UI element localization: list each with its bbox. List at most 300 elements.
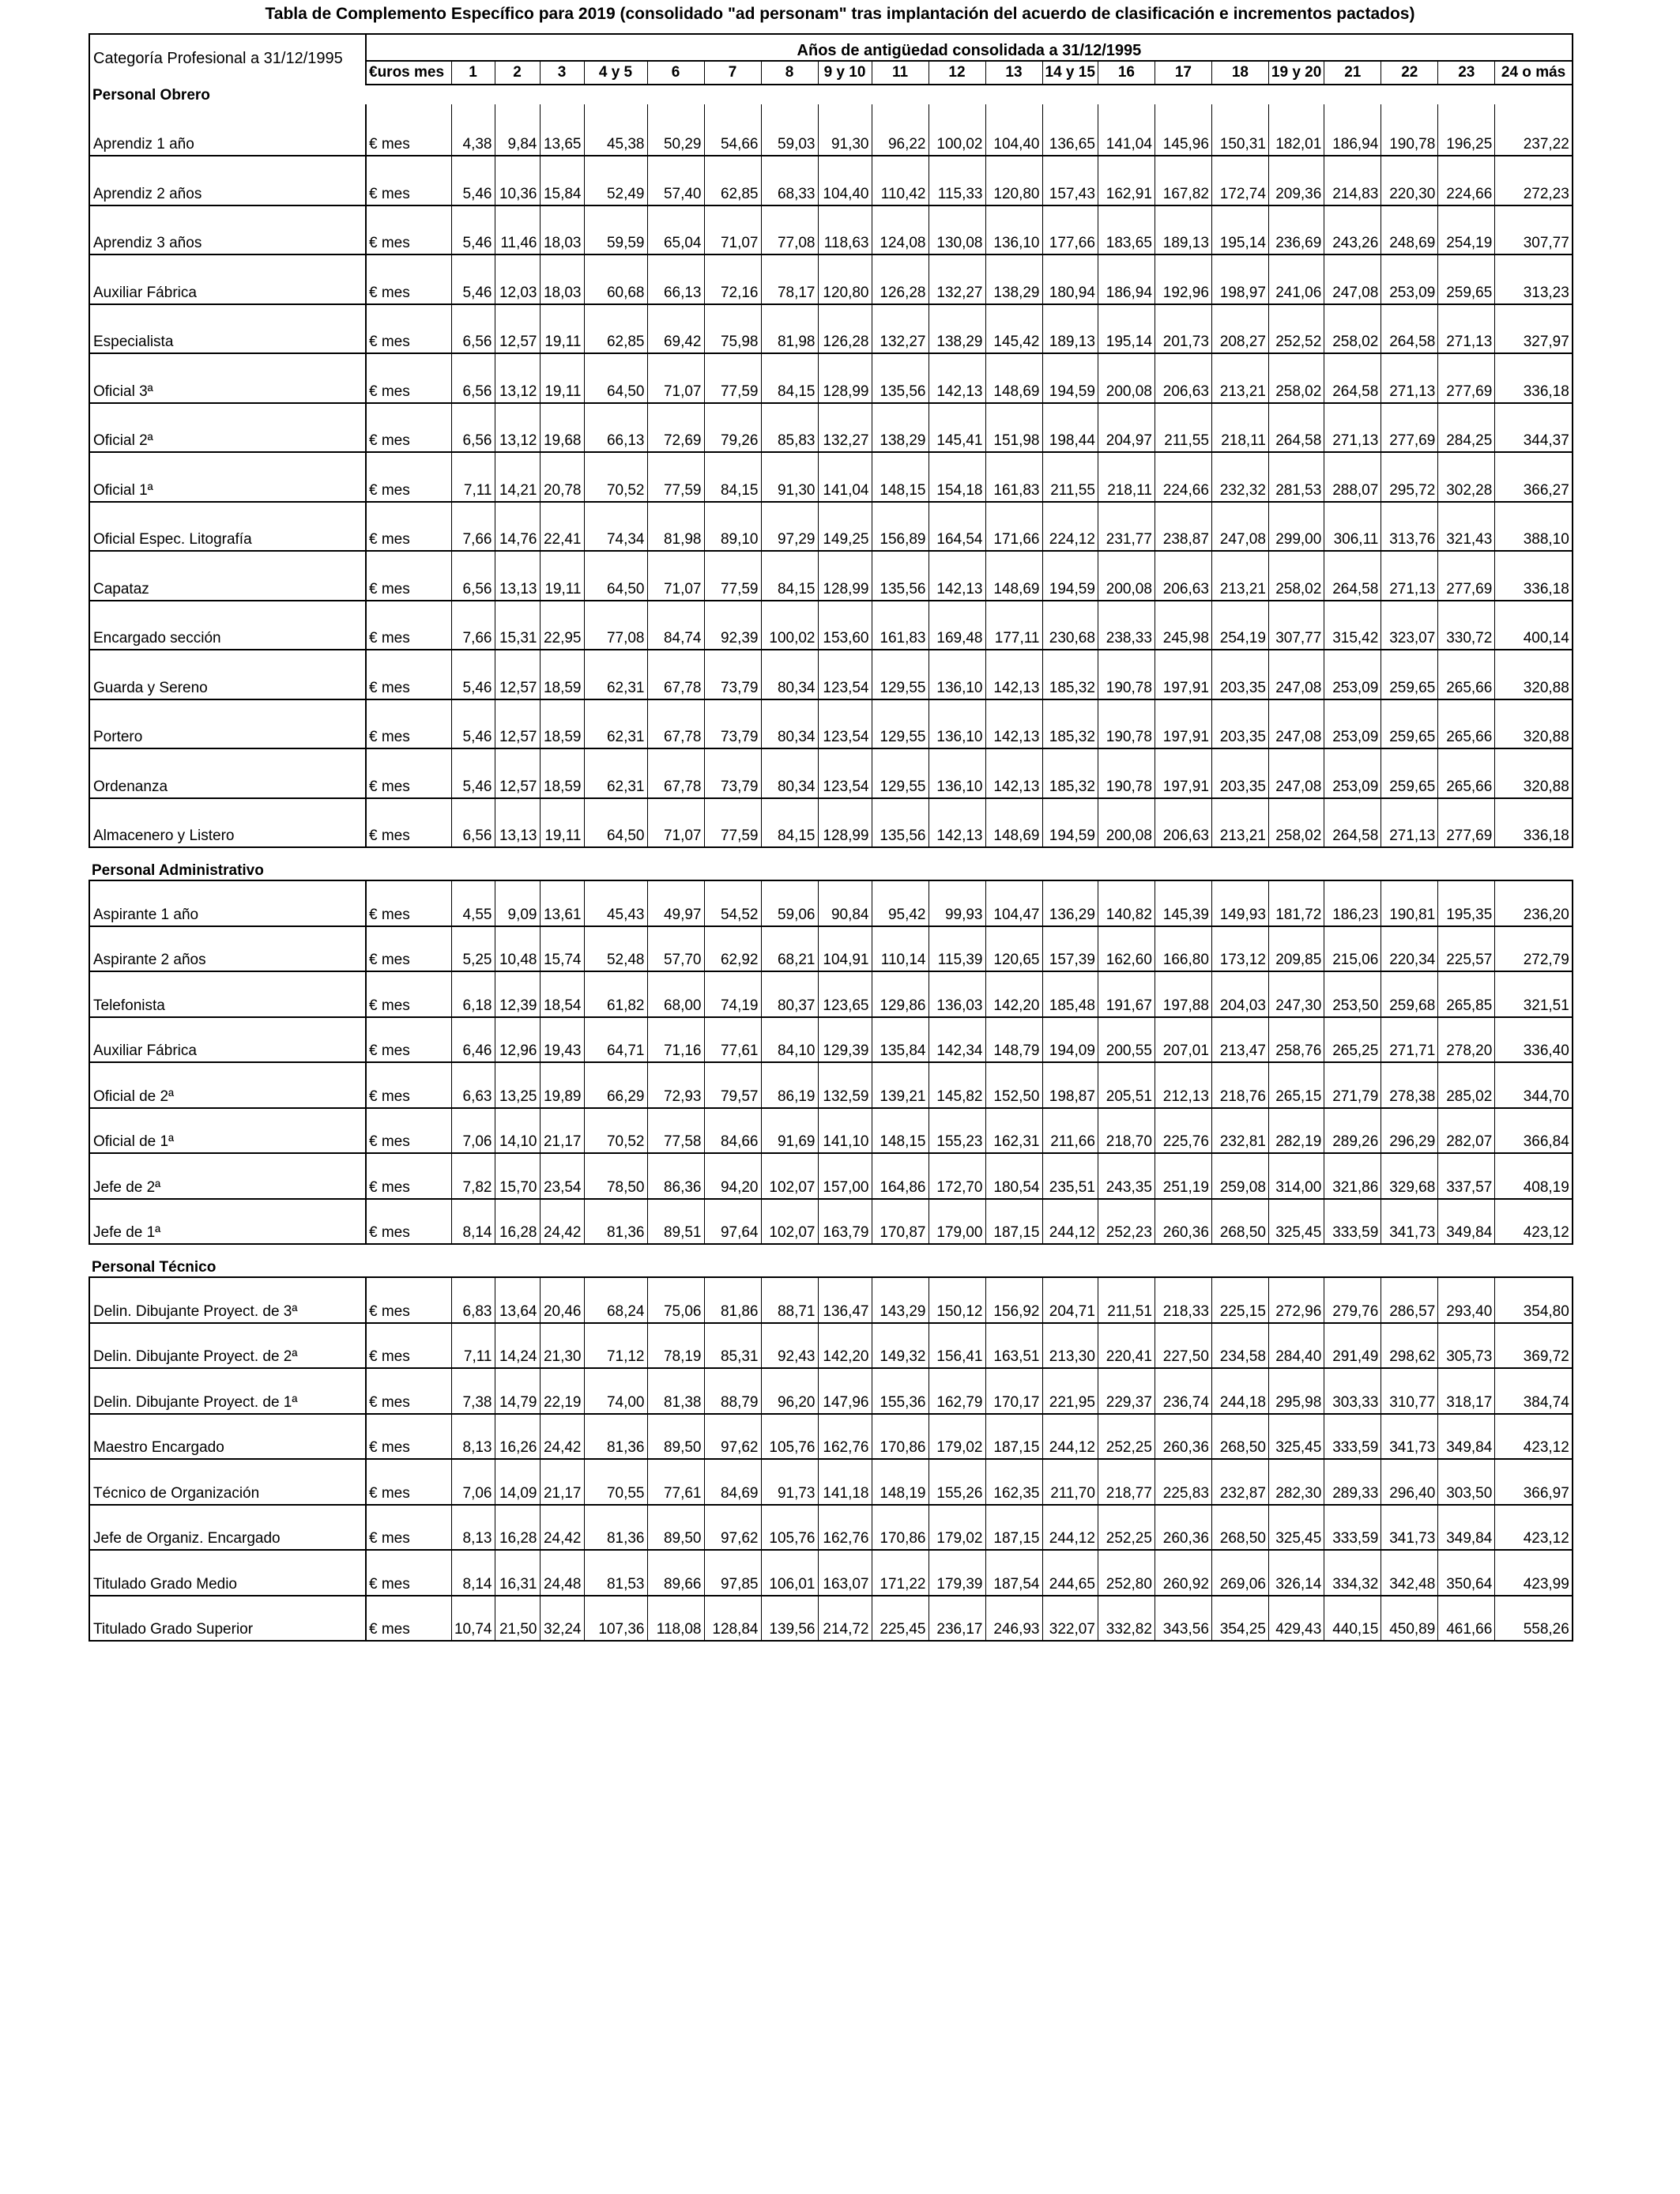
value-cell: 218,70: [1098, 1108, 1155, 1154]
value-cell: 85,31: [704, 1323, 761, 1369]
category-cell: Aprendiz 2 años: [89, 156, 366, 205]
value-cell: 164,54: [929, 502, 985, 552]
value-cell: 100,02: [761, 601, 818, 650]
value-cell: 349,84: [1438, 1414, 1495, 1460]
value-cell: 344,37: [1495, 403, 1573, 453]
value-cell: 152,50: [985, 1062, 1042, 1108]
value-cell: 166,80: [1155, 926, 1211, 972]
value-cell: 298,62: [1381, 1323, 1438, 1369]
value-cell: 201,73: [1155, 304, 1211, 354]
value-cell: 236,74: [1155, 1368, 1211, 1414]
value-cell: 145,39: [1155, 880, 1211, 926]
value-cell: 78,17: [761, 254, 818, 304]
years-column-header: 4 y 5: [584, 61, 647, 85]
value-cell: 77,59: [704, 798, 761, 848]
value-cell: 336,18: [1495, 551, 1573, 601]
value-cell: 423,12: [1495, 1199, 1573, 1245]
value-cell: 62,85: [704, 156, 761, 205]
unit-cell: € mes: [366, 403, 451, 453]
value-cell: 289,26: [1324, 1108, 1381, 1154]
value-cell: 21,17: [540, 1108, 584, 1154]
years-column-header: 3: [540, 61, 584, 85]
value-cell: 162,91: [1098, 156, 1155, 205]
table-row: [89, 205, 1573, 255]
value-cell: 145,96: [1155, 104, 1211, 156]
value-cell: 15,74: [540, 926, 584, 972]
value-cell: 341,73: [1381, 1199, 1438, 1245]
value-cell: 81,36: [584, 1414, 647, 1460]
value-cell: 277,69: [1438, 353, 1495, 403]
value-cell: 129,55: [872, 699, 929, 749]
value-cell: 14,10: [495, 1108, 540, 1154]
category-cell: Oficial 1ª: [89, 452, 366, 502]
value-cell: 167,82: [1155, 156, 1211, 205]
value-cell: 14,09: [495, 1459, 540, 1505]
value-cell: 388,10: [1495, 502, 1573, 552]
value-cell: 284,40: [1268, 1323, 1324, 1369]
value-cell: 143,29: [872, 1277, 929, 1323]
value-cell: 246,93: [985, 1596, 1042, 1642]
value-cell: 211,55: [1042, 452, 1098, 502]
value-cell: 247,30: [1268, 971, 1324, 1017]
value-cell: 18,59: [540, 748, 584, 798]
value-cell: 128,99: [818, 798, 872, 848]
value-cell: 52,49: [584, 156, 647, 205]
category-cell: Titulado Grado Superior: [89, 1596, 366, 1642]
value-cell: 185,48: [1042, 971, 1098, 1017]
value-cell: 213,21: [1211, 551, 1268, 601]
value-cell: 221,95: [1042, 1368, 1098, 1414]
value-cell: 321,51: [1495, 971, 1573, 1017]
value-cell: 13,64: [495, 1277, 540, 1323]
unit-cell: € mes: [366, 205, 451, 255]
value-cell: 172,74: [1211, 156, 1268, 205]
value-cell: 78,19: [647, 1323, 704, 1369]
value-cell: 18,59: [540, 650, 584, 699]
value-cell: 269,06: [1211, 1550, 1268, 1596]
value-cell: 343,56: [1155, 1596, 1211, 1642]
unit-cell: € mes: [366, 502, 451, 552]
value-cell: 260,36: [1155, 1199, 1211, 1245]
value-cell: 88,79: [704, 1368, 761, 1414]
value-cell: 197,91: [1155, 748, 1211, 798]
value-cell: 62,85: [584, 304, 647, 354]
value-cell: 14,24: [495, 1323, 540, 1369]
value-cell: 207,01: [1155, 1017, 1211, 1063]
value-cell: 129,86: [872, 971, 929, 1017]
value-cell: 191,67: [1098, 971, 1155, 1017]
value-cell: 136,47: [818, 1277, 872, 1323]
value-cell: 16,28: [495, 1505, 540, 1551]
value-cell: 333,59: [1324, 1505, 1381, 1551]
value-cell: 81,38: [647, 1368, 704, 1414]
value-cell: 369,72: [1495, 1323, 1573, 1369]
value-cell: 265,66: [1438, 650, 1495, 699]
value-cell: 252,52: [1268, 304, 1324, 354]
value-cell: 291,49: [1324, 1323, 1381, 1369]
value-cell: 259,65: [1438, 254, 1495, 304]
years-column-header: 16: [1098, 61, 1155, 85]
value-cell: 320,88: [1495, 748, 1573, 798]
value-cell: 21,30: [540, 1323, 584, 1369]
value-cell: 313,23: [1495, 254, 1573, 304]
value-cell: 179,00: [929, 1199, 985, 1245]
value-cell: 244,65: [1042, 1550, 1098, 1596]
value-cell: 354,80: [1495, 1277, 1573, 1323]
value-cell: 19,43: [540, 1017, 584, 1063]
unit-column-header: €uros mes: [366, 61, 451, 85]
value-cell: 22,95: [540, 601, 584, 650]
unit-cell: € mes: [366, 1323, 451, 1369]
value-cell: 260,36: [1155, 1414, 1211, 1460]
value-cell: 24,42: [540, 1199, 584, 1245]
value-cell: 91,73: [761, 1459, 818, 1505]
value-cell: 10,74: [451, 1596, 495, 1642]
value-cell: 97,29: [761, 502, 818, 552]
value-cell: 224,66: [1438, 156, 1495, 205]
value-cell: 66,13: [584, 403, 647, 453]
value-cell: 209,85: [1268, 926, 1324, 972]
value-cell: 74,19: [704, 971, 761, 1017]
value-cell: 104,47: [985, 880, 1042, 926]
value-cell: 162,76: [818, 1505, 872, 1551]
value-cell: 71,07: [647, 798, 704, 848]
value-cell: 70,52: [584, 452, 647, 502]
value-cell: 286,57: [1381, 1277, 1438, 1323]
value-cell: 238,87: [1155, 502, 1211, 552]
value-cell: 244,18: [1211, 1368, 1268, 1414]
value-cell: 77,08: [761, 205, 818, 255]
unit-cell: € mes: [366, 650, 451, 699]
value-cell: 89,10: [704, 502, 761, 552]
value-cell: 22,19: [540, 1368, 584, 1414]
value-cell: 14,76: [495, 502, 540, 552]
value-cell: 104,91: [818, 926, 872, 972]
value-cell: 185,32: [1042, 699, 1098, 749]
value-cell: 265,25: [1324, 1017, 1381, 1063]
value-cell: 271,13: [1381, 798, 1438, 848]
value-cell: 307,77: [1495, 205, 1573, 255]
value-cell: 73,79: [704, 699, 761, 749]
value-cell: 198,44: [1042, 403, 1098, 453]
value-cell: 91,30: [818, 104, 872, 156]
value-cell: 177,66: [1042, 205, 1098, 255]
table-row: [89, 926, 1573, 972]
value-cell: 148,15: [872, 452, 929, 502]
value-cell: 19,11: [540, 353, 584, 403]
value-cell: 325,45: [1268, 1199, 1324, 1245]
value-cell: 67,78: [647, 699, 704, 749]
value-cell: 89,50: [647, 1505, 704, 1551]
value-cell: 260,36: [1155, 1505, 1211, 1551]
value-cell: 279,76: [1324, 1277, 1381, 1323]
salary-table: [89, 33, 1573, 1642]
value-cell: 89,66: [647, 1550, 704, 1596]
value-cell: 85,83: [761, 403, 818, 453]
years-column-header: 19 y 20: [1268, 61, 1324, 85]
unit-cell: € mes: [366, 1062, 451, 1108]
value-cell: 224,66: [1155, 452, 1211, 502]
value-cell: 265,66: [1438, 748, 1495, 798]
value-cell: 277,69: [1438, 551, 1495, 601]
category-cell: Jefe de 2ª: [89, 1153, 366, 1199]
value-cell: 220,41: [1098, 1323, 1155, 1369]
value-cell: 77,61: [704, 1017, 761, 1063]
value-cell: 70,52: [584, 1108, 647, 1154]
unit-cell: € mes: [366, 798, 451, 848]
value-cell: 194,59: [1042, 551, 1098, 601]
value-cell: 186,94: [1098, 254, 1155, 304]
value-cell: 194,59: [1042, 798, 1098, 848]
value-cell: 115,33: [929, 156, 985, 205]
value-cell: 12,57: [495, 748, 540, 798]
years-column-header: 9 y 10: [818, 61, 872, 85]
value-cell: 179,02: [929, 1414, 985, 1460]
value-cell: 11,46: [495, 205, 540, 255]
value-cell: 104,40: [985, 104, 1042, 156]
years-column-header: 1: [451, 61, 495, 85]
value-cell: 251,19: [1155, 1153, 1211, 1199]
value-cell: 349,84: [1438, 1199, 1495, 1245]
value-cell: 7,38: [451, 1368, 495, 1414]
value-cell: 8,13: [451, 1505, 495, 1551]
value-cell: 259,08: [1211, 1153, 1268, 1199]
value-cell: 84,74: [647, 601, 704, 650]
value-cell: 320,88: [1495, 699, 1573, 749]
value-cell: 149,25: [818, 502, 872, 552]
value-cell: 190,78: [1098, 650, 1155, 699]
value-cell: 142,13: [985, 650, 1042, 699]
value-cell: 67,78: [647, 748, 704, 798]
category-cell: Aspirante 1 año: [89, 880, 366, 926]
table-row: [89, 304, 1573, 354]
value-cell: 157,00: [818, 1153, 872, 1199]
value-cell: 218,76: [1211, 1062, 1268, 1108]
value-cell: 238,33: [1098, 601, 1155, 650]
value-cell: 253,09: [1381, 254, 1438, 304]
value-cell: 278,38: [1381, 1062, 1438, 1108]
years-column-header: 6: [647, 61, 704, 85]
value-cell: 218,77: [1098, 1459, 1155, 1505]
value-cell: 155,23: [929, 1108, 985, 1154]
value-cell: 102,07: [761, 1153, 818, 1199]
value-cell: 138,29: [985, 254, 1042, 304]
table-row: [89, 650, 1573, 699]
value-cell: 162,60: [1098, 926, 1155, 972]
value-cell: 123,54: [818, 748, 872, 798]
value-cell: 218,11: [1211, 403, 1268, 453]
value-cell: 181,72: [1268, 880, 1324, 926]
value-cell: 68,00: [647, 971, 704, 1017]
years-column-header: 24 o más: [1495, 61, 1573, 85]
value-cell: 185,32: [1042, 748, 1098, 798]
category-cell: Oficial de 2ª: [89, 1062, 366, 1108]
table-row: [89, 1459, 1573, 1505]
value-cell: 212,13: [1155, 1062, 1211, 1108]
value-cell: 132,59: [818, 1062, 872, 1108]
value-cell: 59,03: [761, 104, 818, 156]
value-cell: 213,21: [1211, 353, 1268, 403]
value-cell: 333,59: [1324, 1199, 1381, 1245]
category-cell: Aspirante 2 años: [89, 926, 366, 972]
value-cell: 203,35: [1211, 699, 1268, 749]
value-cell: 264,58: [1324, 551, 1381, 601]
years-column-header: 11: [872, 61, 929, 85]
value-cell: 232,87: [1211, 1459, 1268, 1505]
unit-cell: € mes: [366, 1153, 451, 1199]
value-cell: 271,79: [1324, 1062, 1381, 1108]
value-cell: 135,56: [872, 798, 929, 848]
table-row: [89, 1017, 1573, 1063]
table-row: [89, 601, 1573, 650]
value-cell: 7,06: [451, 1108, 495, 1154]
category-header-label: Categoría Profesional a 31/12/1995: [89, 34, 366, 85]
value-cell: 81,36: [584, 1505, 647, 1551]
value-cell: 141,18: [818, 1459, 872, 1505]
category-cell: Maestro Encargado: [89, 1414, 366, 1460]
value-cell: 265,66: [1438, 699, 1495, 749]
value-cell: 182,01: [1268, 104, 1324, 156]
value-cell: 225,76: [1155, 1108, 1211, 1154]
value-cell: 318,17: [1438, 1368, 1495, 1414]
value-cell: 295,72: [1381, 452, 1438, 502]
value-cell: 321,86: [1324, 1153, 1381, 1199]
value-cell: 149,93: [1211, 880, 1268, 926]
value-cell: 187,15: [985, 1505, 1042, 1551]
value-cell: 80,34: [761, 748, 818, 798]
category-cell: Auxiliar Fábrica: [89, 1017, 366, 1063]
value-cell: 59,59: [584, 205, 647, 255]
value-cell: 220,30: [1381, 156, 1438, 205]
value-cell: 179,02: [929, 1505, 985, 1551]
value-cell: 213,47: [1211, 1017, 1268, 1063]
value-cell: 232,32: [1211, 452, 1268, 502]
value-cell: 6,56: [451, 304, 495, 354]
value-cell: 325,45: [1268, 1414, 1324, 1460]
value-cell: 145,41: [929, 403, 985, 453]
value-cell: 142,13: [929, 798, 985, 848]
value-cell: 225,83: [1155, 1459, 1211, 1505]
years-column-header: 17: [1155, 61, 1211, 85]
value-cell: 123,54: [818, 650, 872, 699]
value-cell: 197,88: [1155, 971, 1211, 1017]
value-cell: 21,50: [495, 1596, 540, 1642]
value-cell: 64,71: [584, 1017, 647, 1063]
value-cell: 74,00: [584, 1368, 647, 1414]
value-cell: 13,12: [495, 353, 540, 403]
category-cell: Delin. Dibujante Proyect. de 2ª: [89, 1323, 366, 1369]
category-cell: Aprendiz 3 años: [89, 205, 366, 255]
value-cell: 264,58: [1324, 353, 1381, 403]
value-cell: 282,30: [1268, 1459, 1324, 1505]
value-cell: 129,39: [818, 1017, 872, 1063]
category-cell: Guarda y Sereno: [89, 650, 366, 699]
value-cell: 244,12: [1042, 1414, 1098, 1460]
value-cell: 196,25: [1438, 104, 1495, 156]
value-cell: 236,20: [1495, 880, 1573, 926]
value-cell: 13,25: [495, 1062, 540, 1108]
value-cell: 50,29: [647, 104, 704, 156]
years-column-header: 8: [761, 61, 818, 85]
value-cell: 170,17: [985, 1368, 1042, 1414]
value-cell: 139,56: [761, 1596, 818, 1642]
value-cell: 329,68: [1381, 1153, 1438, 1199]
value-cell: 187,54: [985, 1550, 1042, 1596]
value-cell: 84,15: [704, 452, 761, 502]
value-cell: 220,34: [1381, 926, 1438, 972]
years-column-header: 13: [985, 61, 1042, 85]
value-cell: 197,91: [1155, 699, 1211, 749]
value-cell: 71,12: [584, 1323, 647, 1369]
value-cell: 200,08: [1098, 798, 1155, 848]
table-row: [89, 1505, 1573, 1551]
value-cell: 248,69: [1381, 205, 1438, 255]
value-cell: 194,09: [1042, 1017, 1098, 1063]
value-cell: 229,37: [1098, 1368, 1155, 1414]
value-cell: 97,85: [704, 1550, 761, 1596]
value-cell: 268,50: [1211, 1505, 1268, 1551]
value-cell: 19,11: [540, 304, 584, 354]
value-cell: 150,31: [1211, 104, 1268, 156]
value-cell: 6,46: [451, 1017, 495, 1063]
table-row: [89, 104, 1573, 156]
table-row: [89, 699, 1573, 749]
value-cell: 62,31: [584, 748, 647, 798]
value-cell: 89,51: [647, 1199, 704, 1245]
value-cell: 5,46: [451, 699, 495, 749]
value-cell: 164,86: [872, 1153, 929, 1199]
value-cell: 19,11: [540, 798, 584, 848]
unit-cell: € mes: [366, 926, 451, 972]
value-cell: 173,12: [1211, 926, 1268, 972]
value-cell: 154,18: [929, 452, 985, 502]
value-cell: 75,06: [647, 1277, 704, 1323]
value-cell: 5,46: [451, 254, 495, 304]
value-cell: 241,06: [1268, 254, 1324, 304]
value-cell: 132,27: [818, 403, 872, 453]
value-cell: 268,50: [1211, 1414, 1268, 1460]
value-cell: 195,35: [1438, 880, 1495, 926]
value-cell: 68,21: [761, 926, 818, 972]
value-cell: 281,53: [1268, 452, 1324, 502]
value-cell: 115,39: [929, 926, 985, 972]
value-cell: 92,39: [704, 601, 761, 650]
value-cell: 310,77: [1381, 1368, 1438, 1414]
table-row: [89, 353, 1573, 403]
value-cell: 110,42: [872, 156, 929, 205]
value-cell: 18,03: [540, 254, 584, 304]
value-cell: 253,09: [1324, 650, 1381, 699]
unit-cell: € mes: [366, 156, 451, 205]
value-cell: 161,83: [985, 452, 1042, 502]
table-row: [89, 452, 1573, 502]
category-cell: Jefe de Organiz. Encargado: [89, 1505, 366, 1551]
category-cell: Delin. Dibujante Proyect. de 1ª: [89, 1368, 366, 1414]
value-cell: 198,87: [1042, 1062, 1098, 1108]
value-cell: 141,04: [818, 452, 872, 502]
value-cell: 342,48: [1381, 1550, 1438, 1596]
value-cell: 206,63: [1155, 798, 1211, 848]
value-cell: 128,99: [818, 551, 872, 601]
value-cell: 264,58: [1268, 403, 1324, 453]
table-row: [89, 971, 1573, 1017]
value-cell: 7,82: [451, 1153, 495, 1199]
value-cell: 72,16: [704, 254, 761, 304]
value-cell: 62,31: [584, 699, 647, 749]
value-cell: 259,65: [1381, 650, 1438, 699]
value-cell: 258,76: [1268, 1017, 1324, 1063]
value-cell: 130,08: [929, 205, 985, 255]
